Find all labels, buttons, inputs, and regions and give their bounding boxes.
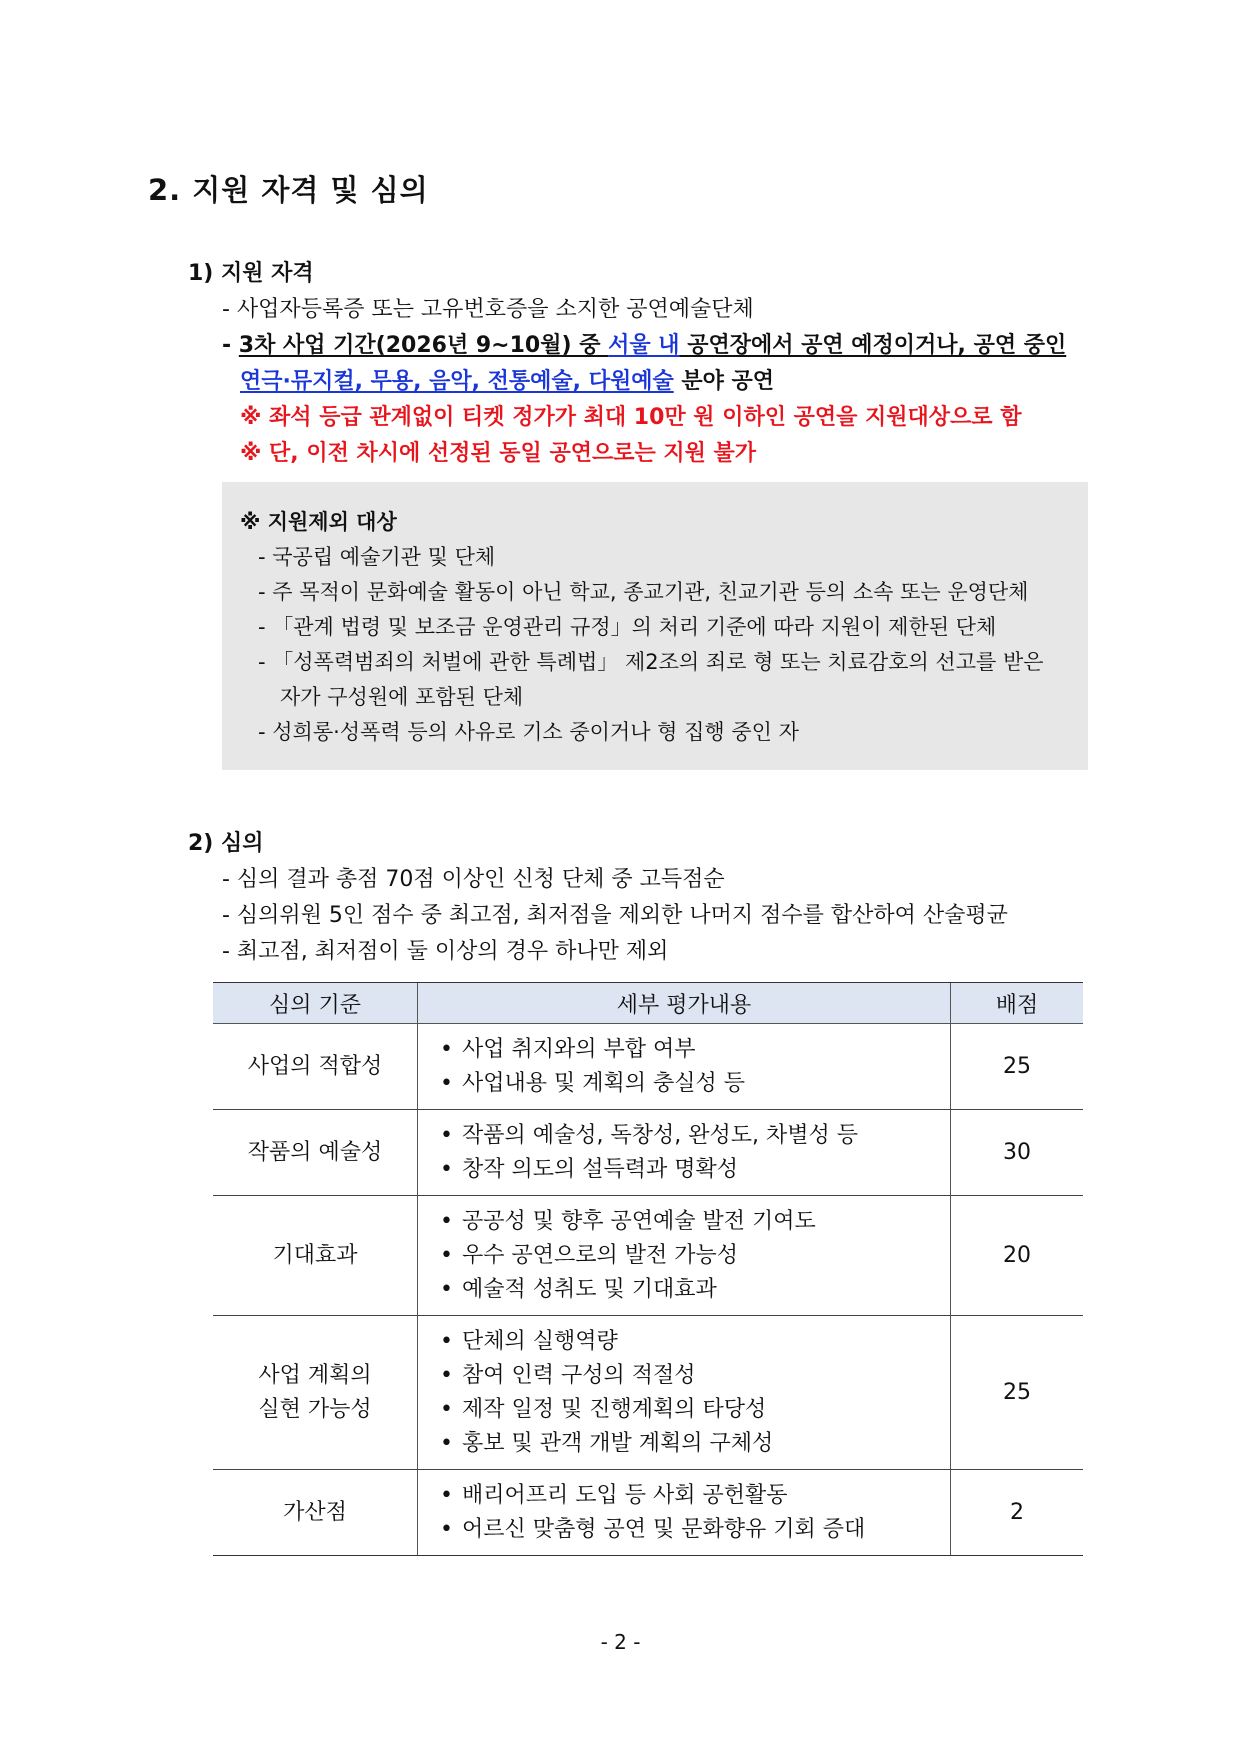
header-details: 세부 평가내용 <box>418 983 951 1024</box>
exclusion-item: - 성희롱·성폭력 등의 사유로 기소 중이거나 형 집행 중인 자 <box>258 720 799 744</box>
line2-venue: 공연장에서 공연 예정이거나, 공연 중인 <box>679 333 1067 358</box>
line3-field: 분야 공연 <box>673 369 775 394</box>
exclusion-item-cont: 자가 구성원에 포함된 단체 <box>280 685 524 709</box>
details-cell: • 사업 취지와의 부합 여부 • 사업내용 및 계획의 충실성 등 <box>418 1024 951 1110</box>
exclusion-item: - 국공립 예술기관 및 단체 <box>258 545 496 569</box>
section-title: 2. 지원 자격 및 심의 <box>148 173 429 207</box>
line2-period: 3차 사업 기간(2026년 9~10월) 중 <box>238 333 609 358</box>
score-cell: 30 <box>951 1110 1084 1196</box>
exclusion-item: - 「성폭력범죄의 처벌에 관한 특례법」 제2조의 죄로 형 또는 치료감호의 선고를 받은 <box>258 650 1044 674</box>
table-header-row <box>213 983 1083 1024</box>
details-cell: • 공공성 및 향후 공연예술 발전 기여도 • 우수 공연으로의 발전 가능성 • 예술적 성취도 및 기대효과 <box>418 1196 951 1316</box>
criteria-cell: 사업 계획의 실현 가능성 <box>213 1316 418 1470</box>
eligibility-line-2 <box>222 328 1066 359</box>
details-cell: • 작품의 예술성, 독창성, 완성도, 차별성 등 • 창작 의도의 설득력과 명확성 <box>418 1110 951 1196</box>
eligibility-line-1: - 사업자등록증 또는 고유번호증을 소지한 공연예술단체 <box>222 297 754 322</box>
details-cell: • 배리어프리 도입 등 사회 공헌활동 • 어르신 맞춤형 공연 및 문화향유 기회 증대 <box>418 1470 951 1556</box>
exclusion-box <box>222 482 1088 770</box>
header-criteria: 심의 기준 <box>213 983 418 1024</box>
page-number: - 2 - <box>600 1630 641 1654</box>
score-cell: 2 <box>951 1470 1084 1556</box>
score-cell: 20 <box>951 1196 1084 1316</box>
criteria-cell: 가산점 <box>213 1470 418 1556</box>
score-cell: 25 <box>951 1316 1084 1470</box>
evaluation-table <box>213 982 1083 1556</box>
details-cell: • 단체의 실행역량 • 참여 인력 구성의 적절성 • 제작 일정 및 진행계획의 타당성 • 홍보 및 관객 개발 계획의 구체성 <box>418 1316 951 1470</box>
header-score: 배점 <box>951 983 1084 1024</box>
criteria-cell: 사업의 적합성 <box>213 1024 418 1110</box>
ticket-price-note: ※ 좌석 등급 관계없이 티켓 정가가 최대 10만 원 이하인 공연을 지원대상으로 함 <box>240 405 1022 430</box>
review-line: - 심의위원 5인 점수 중 최고점, 최저점을 제외한 나머지 점수를 합산하여 산술평균 <box>222 903 1008 928</box>
table-row <box>213 1196 1083 1316</box>
score-cell: 25 <box>951 1024 1084 1110</box>
table-row <box>213 1110 1083 1196</box>
eligibility-heading: 1) 지원 자격 <box>188 261 314 286</box>
line3-genres: 연극·뮤지컬, 무용, 음악, 전통예술, 다원예술 <box>240 369 674 394</box>
criteria-cell: 작품의 예술성 <box>213 1110 418 1196</box>
criteria-cell: 기대효과 <box>213 1196 418 1316</box>
review-line: - 최고점, 최저점이 둘 이상의 경우 하나만 제외 <box>222 939 669 964</box>
line2-seoul: 서울 내 <box>608 333 680 358</box>
table-row <box>213 1024 1083 1110</box>
table-row <box>213 1316 1083 1470</box>
eligibility-line-3 <box>240 364 774 395</box>
duplicate-note: ※ 단, 이전 차시에 선정된 동일 공연으로는 지원 불가 <box>240 441 757 466</box>
review-line: - 심의 결과 총점 70점 이상인 신청 단체 중 고득점순 <box>222 867 725 892</box>
exclusion-heading: ※ 지원제외 대상 <box>240 510 397 534</box>
exclusion-item: - 주 목적이 문화예술 활동이 아닌 학교, 종교기관, 친교기관 등의 소속 또는 운영단체 <box>258 580 1029 604</box>
table-row <box>213 1470 1083 1556</box>
exclusion-item: - 「관계 법령 및 보조금 운영관리 규정」의 처리 기준에 따라 지원이 제한된 단체 <box>258 615 997 639</box>
line2-dash: - <box>222 333 239 358</box>
review-heading: 2) 심의 <box>188 831 264 856</box>
